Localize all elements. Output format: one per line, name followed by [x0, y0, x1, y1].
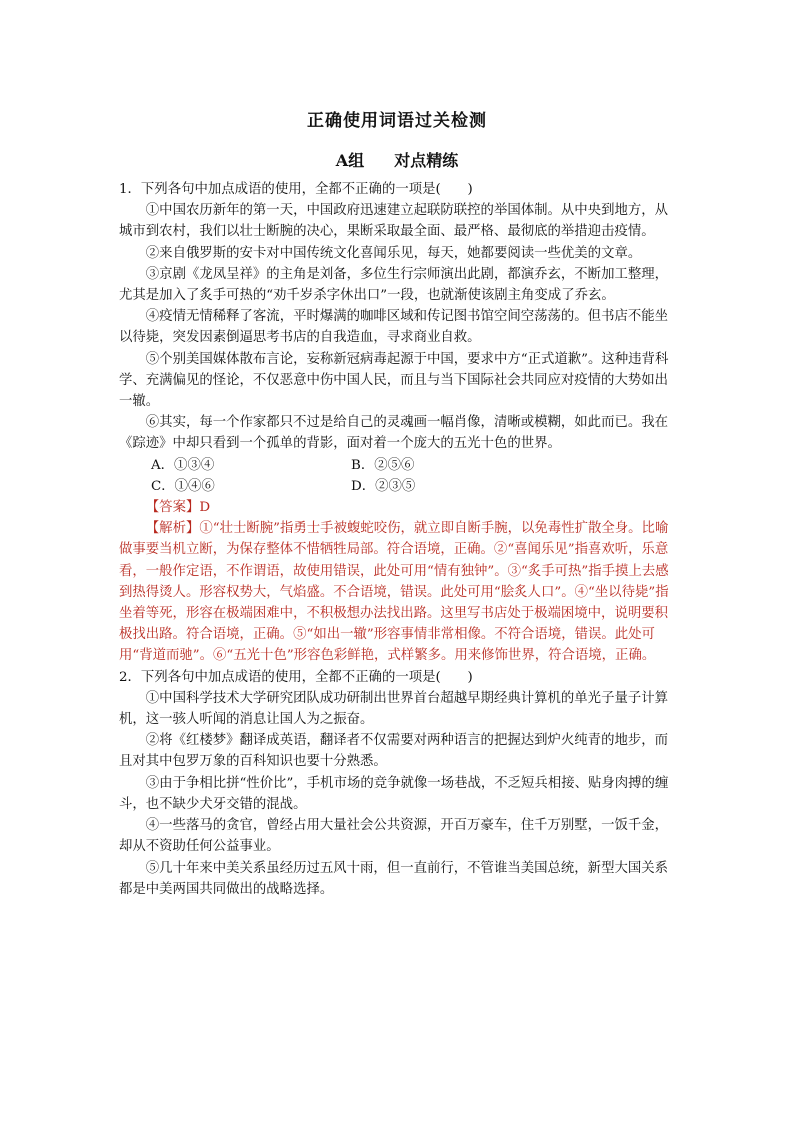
q1-answer — [119, 497, 677, 518]
q1-item-1: ①中国农历新年的第一天，中国政府迅速建立起联防联控的举国体制。从中央到地方，从城市到农村，我们以壮士断腕的决心，果断采取最全面、最严格、最彻底的举措迎击疫情。 — [119, 203, 669, 240]
explain-text: ①“壮士断腕”指勇士手被蝮蛇咬伤，就立即自断手腕，以免毒性扩散全身。比喻做事要当机立断，为保存整体不惜牺牲局部。符合语境，正确。②“喜闻乐见”指喜欢听，乐意看，一般作定语，不作谓语，故使用错误，此处可用“情有独钟”。③“炙手可热”指手摸上去感到热得烫人。形容权势大，气焰盛。不合语境，错误。此处可用“脍炙人口”。④“坐以待毙”指坐着等死，形容在极端困难中，不积极想办法找出路。这里写书店处于极端困境中，说明要积极找出路。符合语境，正确。⑤“如出一辙”形容事情非常相像。不符合语境，错误。此处可用“背道而驰”。⑥“五光十色”形容色彩鲜艳，式样繁多。用来修饰世界，符合语境，正确。 — [119, 521, 669, 664]
explain-label: 【解析】 — [145, 521, 200, 537]
q1-option-d: D．②③⑤ — [351, 478, 416, 494]
q2-item-1: ①中国科学技术大学研究团队成功研制出世界首台超越早期经典计算机的单光子量子计算机，这一骇人听闻的消息让国人为之振奋。 — [119, 690, 669, 728]
q2-item-3: ③由于争相比拼“性价比”，手机市场的竞争就像一场巷战，不乏短兵相接、贴身肉搏的缠斗，也不缺少犬牙交错的混战。 — [119, 775, 669, 812]
question-2-stem: 2．下列各句中加点成语的使用，全都不正确的一项是( ) — [119, 669, 473, 685]
content-body — [119, 179, 677, 900]
section-name: 对点精练 — [394, 151, 459, 170]
q1-item-3: ③京剧《龙凤呈祥》的主角是刘备，多位生行宗师演出此剧，都演乔玄，不断加工整理，尤其是加入了炙手可热的“劝千岁杀字休出口”一段，也就渐使该剧主角变成了乔玄。 — [119, 266, 669, 304]
q1-options — [119, 455, 677, 497]
q2-item-4: ④一些落马的贪官，曾经占用大量社会公共资源，开百万豪车，住千万别墅，一饭千金，却从不资助任何公益事业。 — [119, 818, 669, 855]
q1-item-4: ④疫情无情稀释了客流，平时爆满的咖啡区域和传记图书馆空间空荡荡的。但书店不能坐以待毙，突发因素倒逼思考书店的自我造血，寻求商业自救。 — [119, 309, 669, 346]
q1-option-a: A．①③④ — [151, 457, 215, 473]
q1-option-c: C．①④⑥ — [151, 478, 215, 494]
page-title: 正确使用词语过关检测 — [307, 111, 487, 131]
q1-explanation — [119, 518, 677, 666]
section-subtitle — [0, 148, 794, 171]
q2-item-2: ②将《红楼梦》翻译成英语，翻译者不仅需要对两种语言的把握达到炉火纯青的地步，而且对其中包罗万象的百科知识也要十分熟悉。 — [119, 733, 669, 770]
q1-option-b: B．②⑤⑥ — [351, 457, 415, 473]
group-label: A组 — [335, 151, 365, 170]
answer-label: 【答案】 — [145, 500, 200, 516]
question-1-stem: 1．下列各句中加点成语的使用，全都不正确的一项是( ) — [119, 182, 473, 197]
q2-item-5: ⑤几十年来中美关系虽经历过五风十雨，但一直前行，不管谁当美国总统，新型大国关系都是中美两国共同做出的战略选择。 — [119, 860, 669, 897]
q1-item-6: ⑥其实，每一个作家都只不过是给自己的灵魂画一幅肖像，清晰或模糊，如此而已。我在《踪迹》中却只看到一个孤单的背影，面对着一个庞大的五光十色的世界。 — [119, 415, 669, 452]
q1-item-5: ⑤个别美国媒体散布言论，妄称新冠病毒起源于中国，要求中方“正式道歉”。这种违背科学、充满偏见的怪论，不仅恶意中伤中国人民，而且与当下国际社会共同应对疫情的大势如出一辙。 — [119, 351, 669, 410]
answer-value: D — [199, 500, 211, 516]
q1-item-2: ②来自俄罗斯的安卡对中国传统文化喜闻乐见，每天，她都要阅读一些优美的文章。 — [145, 245, 642, 261]
